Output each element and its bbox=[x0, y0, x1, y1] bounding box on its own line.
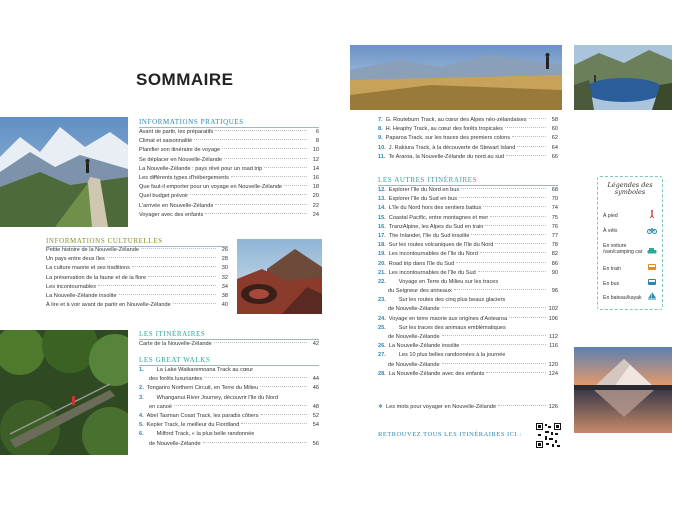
toc-entry-title: À lire et à voir avant de partir en Nouvelle-Zélande bbox=[46, 302, 171, 309]
toc-entry-page: 20 bbox=[312, 193, 319, 200]
toc-entry-page: 112 bbox=[549, 334, 558, 340]
toc-entry-page: 106 bbox=[548, 315, 558, 322]
toc-entry-number: 15. bbox=[378, 214, 386, 221]
toc-entry-title: L'île du Nord hors des sentiers battus bbox=[388, 205, 482, 212]
toc-entry-title: La Nouvelle-Zélande : pays rêvé pour un road trip bbox=[139, 165, 263, 172]
toc-entry[interactable] bbox=[378, 214, 558, 223]
toc-entry[interactable] bbox=[139, 137, 319, 146]
toc-entry[interactable] bbox=[378, 232, 558, 241]
toc-entry[interactable] bbox=[378, 370, 558, 379]
toc-entry-title: Se déplacer en Nouvelle-Zélande bbox=[139, 156, 223, 163]
toc-entry[interactable] bbox=[139, 403, 319, 412]
toc-entry[interactable] bbox=[139, 384, 319, 393]
train-icon bbox=[647, 263, 657, 271]
toc-entry-title: de Nouvelle-Zélande bbox=[388, 361, 440, 368]
speech-bubble-icon: ❖ bbox=[378, 404, 384, 410]
toc-entry[interactable] bbox=[378, 287, 558, 296]
toc-entry-title: Un pays entre deux îles bbox=[46, 256, 105, 263]
photo-forest-bridge bbox=[0, 330, 128, 455]
toc-entry-page: 120 bbox=[548, 361, 558, 368]
toc-entry-title: Whanganui River Journey, découvrir l'île du Nord bbox=[156, 394, 278, 401]
toc-entry-number: 21. bbox=[378, 269, 386, 276]
toc-entry-title: Climat et saisonnalité bbox=[139, 138, 193, 145]
toc-entry-page: 70 bbox=[551, 196, 558, 203]
toc-entry-number: 22. bbox=[378, 278, 386, 285]
toc-entry-page: 44 bbox=[312, 376, 319, 383]
toc-entry-number: 14. bbox=[378, 205, 386, 212]
toc-entry-page: 76 bbox=[551, 223, 558, 230]
legend-item-train: En train bbox=[603, 266, 621, 272]
toc-entry-title: Voyage en Terre du Milieu sur les traces bbox=[398, 278, 499, 285]
toc-entry-title: Explorer l'île du Sud en bus bbox=[388, 196, 458, 203]
toc-entry-page: 102 bbox=[548, 306, 558, 313]
toc-entry[interactable] bbox=[139, 165, 319, 174]
toc-entry-page: 56 bbox=[312, 440, 319, 447]
toc-entry-number: 26. bbox=[378, 343, 386, 350]
toc-entry-title: Petite histoire de la Nouvelle-Zélande bbox=[46, 247, 139, 253]
toc-entry[interactable] bbox=[378, 153, 558, 162]
toc-entry[interactable] bbox=[378, 223, 558, 232]
toc-entry-title: Les incontournables de l'île du Sud bbox=[388, 269, 476, 276]
toc-entry-title: La Nouvelle-Zélande insolite bbox=[388, 343, 460, 350]
toc-entry[interactable] bbox=[378, 278, 558, 287]
toc-entry-title: Kepler Track, le meilleur du Fiordland bbox=[146, 422, 240, 429]
toc-entry-number: 1. bbox=[139, 367, 144, 373]
toc-entry-title: de Nouvelle-Zélande bbox=[388, 334, 440, 340]
toc-entry-page: 24 bbox=[312, 211, 319, 218]
heading-great-walks: LES GREAT WALKS bbox=[139, 356, 211, 364]
toc-entry-page: 52 bbox=[312, 412, 319, 419]
toc-entry-page: 60 bbox=[551, 126, 558, 133]
photo-volcano bbox=[237, 239, 322, 314]
toc-entry[interactable] bbox=[378, 361, 558, 370]
toc-entry-page: 126 bbox=[548, 404, 558, 410]
toc-entry-page: 16 bbox=[312, 174, 319, 181]
toc-entry-number: 27. bbox=[378, 352, 386, 359]
toc-entry-title: de Nouvelle-Zélande bbox=[149, 440, 201, 447]
toc-entry[interactable] bbox=[139, 340, 319, 349]
toc-entry[interactable] bbox=[378, 269, 558, 278]
car-icon bbox=[647, 247, 657, 255]
toc-entry-page: 74 bbox=[551, 205, 558, 212]
sailboat-icon bbox=[647, 292, 657, 300]
toc-entry-page: 22 bbox=[312, 202, 319, 209]
legend-item-bus: En bus bbox=[603, 281, 620, 287]
toc-entry-title: Quel budget prévoir bbox=[139, 193, 189, 200]
toc-entry-title: L'arrivée en Nouvelle-Zélande bbox=[139, 202, 214, 209]
toc-entry-title: Voyage en terre maorie aux origines d'Aotearoa bbox=[388, 315, 508, 322]
photo-landscape-hiker bbox=[350, 45, 562, 110]
toc-entry[interactable] bbox=[378, 116, 558, 125]
toc-entry[interactable] bbox=[139, 211, 319, 220]
toc-entry-number: 25. bbox=[378, 324, 386, 331]
toc-entry[interactable] bbox=[378, 315, 558, 324]
toc-entry-page: 42 bbox=[312, 341, 319, 347]
toc-entry[interactable] bbox=[139, 412, 319, 421]
toc-entry[interactable] bbox=[139, 421, 319, 430]
toc-entry[interactable] bbox=[46, 264, 228, 273]
toc-entry[interactable] bbox=[378, 144, 558, 153]
toc-entry-page: 78 bbox=[551, 242, 558, 249]
toc-entry[interactable] bbox=[378, 125, 558, 134]
toc-entry-number: 3. bbox=[139, 394, 144, 401]
toc-entry-title: Paparoa Track, sur les traces des premiers colons bbox=[385, 135, 511, 142]
toc-entry-title: en canoë bbox=[149, 403, 173, 410]
toc-entry-page: 86 bbox=[551, 260, 558, 267]
page-title: SOMMAIRE bbox=[136, 70, 234, 89]
toc-entry-page: 77 bbox=[551, 232, 558, 239]
toc-entry-page: 6 bbox=[315, 129, 319, 135]
legend-item-bateau: En bateau/kayak bbox=[603, 295, 642, 301]
toc-entry-page: 26 bbox=[221, 247, 228, 253]
toc-entry-number: 7. bbox=[378, 117, 383, 123]
retrouvez-itineraires: RETROUVEZ TOUS LES ITINÉRAIRES ICI : bbox=[378, 431, 522, 438]
toc-entry[interactable] bbox=[139, 440, 319, 449]
toc-entry-title: Sur les routes volcaniques de l'île du Nord bbox=[388, 242, 494, 249]
toc-entry[interactable] bbox=[46, 301, 228, 310]
toc-entry-number: 4. bbox=[139, 412, 144, 419]
legend-item-pied: À pied bbox=[603, 213, 618, 219]
toc-entry-number: 11. bbox=[378, 153, 386, 160]
toc-entry-page: 48 bbox=[312, 403, 319, 410]
toc-list-itineraires bbox=[139, 340, 319, 349]
toc-entry-title: La Nouvelle-Zélande avec des enfants bbox=[388, 370, 485, 377]
toc-entry-title: Milford Track, « la plus belle randonnée bbox=[156, 431, 255, 438]
toc-entry-page: 90 bbox=[551, 269, 558, 276]
toc-entry-page: 18 bbox=[312, 184, 319, 191]
toc-entry-title: Les incontournables de l'île du Nord bbox=[388, 251, 478, 258]
toc-entry-page: 75 bbox=[551, 214, 558, 221]
toc-entry-number: 12. bbox=[378, 187, 386, 193]
toc-entry-page: 38 bbox=[221, 292, 228, 299]
toc-entry-title: G. Routeburn Track, au cœur des Alpes néo-zélandaises bbox=[385, 117, 527, 123]
toc-entry-title: Les mots pour voyager en Nouvelle-Zélande bbox=[386, 404, 497, 410]
toc-entry-title: La préservation de la faune et de la flore bbox=[46, 274, 147, 281]
toc-entry[interactable] bbox=[139, 192, 319, 201]
bicycle-icon bbox=[647, 226, 657, 234]
walker-icon bbox=[647, 210, 657, 218]
heading-itineraires: LES ITINÉRAIRES bbox=[139, 330, 206, 338]
toc-entry[interactable] bbox=[378, 296, 558, 305]
toc-entry[interactable] bbox=[46, 255, 228, 264]
toc-entry-title: Sur les routes des cinq plus beaux glaciers bbox=[398, 297, 506, 304]
toc-entry-page: 62 bbox=[551, 135, 558, 142]
toc-entry-page: 124 bbox=[548, 370, 558, 377]
qr-code[interactable] bbox=[535, 422, 562, 449]
toc-entry-title: Voyager avec des enfants bbox=[139, 211, 204, 218]
toc-entry-title: Les incontournables bbox=[46, 283, 97, 290]
toc-entry[interactable] bbox=[378, 195, 558, 204]
toc-entry-title: de Nouvelle-Zélande bbox=[388, 306, 440, 313]
toc-entry-number: 20. bbox=[378, 260, 386, 267]
toc-entry-title: The Inlander, l'île du Sud insolite bbox=[388, 232, 470, 239]
toc-entry[interactable] bbox=[139, 430, 319, 439]
toc-entry[interactable] bbox=[139, 183, 319, 192]
toc-entry-page: 10 bbox=[312, 147, 319, 154]
heading-infos-pratiques: INFORMATIONS PRATIQUES bbox=[139, 118, 244, 126]
toc-entry-number: 9. bbox=[378, 135, 383, 142]
toc-entry-page: 32 bbox=[221, 274, 228, 281]
toc-entry[interactable] bbox=[139, 375, 319, 384]
toc-list-infos-culturelles bbox=[46, 246, 228, 310]
toc-entry-page: 34 bbox=[221, 283, 228, 290]
toc-entry-title: Te Araroa, la Nouvelle-Zélande du nord au sud bbox=[388, 153, 505, 160]
photo-mountain-reflection bbox=[574, 347, 672, 433]
toc-entry[interactable] bbox=[46, 292, 228, 301]
toc-entry[interactable] bbox=[378, 351, 558, 360]
toc-entry-page: 8 bbox=[315, 138, 319, 145]
toc-entry-number: 8. bbox=[378, 126, 383, 133]
toc-entry[interactable] bbox=[46, 274, 228, 283]
toc-entry-title: Avant de partir, les préparatifs bbox=[139, 129, 214, 135]
toc-entry-number: 19. bbox=[378, 251, 386, 258]
toc-entry-title: La Nouvelle-Zélande insolite bbox=[46, 292, 117, 299]
toc-entry[interactable] bbox=[378, 324, 558, 333]
toc-entry[interactable] bbox=[139, 202, 319, 211]
toc-entry[interactable] bbox=[378, 134, 558, 143]
toc-entry-page: 82 bbox=[551, 251, 558, 258]
toc-entry-title: Road trip dans l'île du Sud bbox=[388, 260, 455, 267]
toc-entry-page: 46 bbox=[312, 385, 319, 392]
toc-entry-number: 23. bbox=[378, 297, 386, 304]
toc-entry[interactable] bbox=[139, 128, 319, 137]
toc-entry-title: Tongariro Northern Circuit, en Terre du Milieu bbox=[146, 385, 259, 392]
toc-entry-title: TranzAlpine, les Alpes du Sud en train bbox=[388, 223, 484, 230]
toc-list-great-walks-cont bbox=[378, 116, 558, 162]
toc-entry[interactable] bbox=[378, 305, 558, 314]
photo-lake-mountains bbox=[574, 45, 672, 110]
toc-entry-page: 58 bbox=[551, 117, 558, 123]
toc-entry-title: Sur les traces des animaux emblématiques bbox=[398, 324, 506, 331]
toc-entry-number: 18. bbox=[378, 242, 386, 249]
toc-entry[interactable] bbox=[378, 342, 558, 351]
toc-entry[interactable] bbox=[139, 394, 319, 403]
toc-entry-title: La Lake Waikaremoana Track au cœur bbox=[156, 367, 254, 373]
toc-entry-page: 14 bbox=[312, 165, 319, 172]
toc-entry-title: J. Rakiura Track, à la découverte de Stewart Island bbox=[388, 144, 516, 151]
toc-entry-title: La culture maorie et ses traditions bbox=[46, 265, 130, 272]
toc-entry-page: 30 bbox=[221, 265, 228, 272]
toc-list-infos-pratiques bbox=[139, 128, 319, 220]
toc-entry-title: Explorer l'île du Nord en bus bbox=[388, 187, 460, 193]
toc-entry-number: 2. bbox=[139, 385, 144, 392]
toc-list-autres-itineraires bbox=[378, 186, 558, 379]
toc-entry-title: du Seigneur des anneaux bbox=[388, 288, 452, 295]
legend-item-velo: À vélo bbox=[603, 228, 618, 234]
toc-entry-title: Que faut-il emporter pour un voyage en Nouvelle-Zélande bbox=[139, 184, 283, 191]
toc-entry[interactable] bbox=[139, 146, 319, 155]
toc-entry[interactable] bbox=[139, 174, 319, 183]
photo-mountain-hiker bbox=[0, 117, 128, 227]
toc-entry[interactable] bbox=[378, 403, 558, 412]
heading-infos-culturelles: INFORMATIONS CULTURELLES bbox=[46, 237, 163, 245]
toc-entry-page: 66 bbox=[551, 153, 558, 160]
toc-entry[interactable] bbox=[46, 246, 228, 255]
toc-entry-page: 12 bbox=[312, 156, 319, 163]
toc-entry[interactable] bbox=[378, 250, 558, 259]
toc-entry-page: 64 bbox=[551, 144, 558, 151]
toc-entry-title: Coastal Pacific, entre montagnes et mer bbox=[388, 214, 489, 221]
toc-entry-number: 13. bbox=[378, 196, 386, 203]
toc-entry[interactable] bbox=[139, 156, 319, 165]
toc-entry-title: H. Heaphy Track, au cœur des forêts tropicales bbox=[385, 126, 503, 133]
toc-entry-number: 10. bbox=[378, 144, 386, 151]
toc-item-mots bbox=[378, 403, 558, 412]
toc-entry-title: Carte de la Nouvelle-Zélande bbox=[139, 341, 212, 347]
toc-entry-page: 54 bbox=[312, 422, 319, 429]
toc-entry-number: 24. bbox=[378, 315, 386, 322]
toc-entry-title: des forêts luxuriantes bbox=[149, 376, 203, 383]
toc-entry[interactable] bbox=[378, 186, 558, 195]
toc-entry[interactable] bbox=[378, 260, 558, 269]
toc-entry[interactable] bbox=[46, 283, 228, 292]
toc-entry[interactable] bbox=[378, 241, 558, 250]
legend-title: Légendes des symboles bbox=[607, 181, 653, 196]
legend-box bbox=[597, 176, 663, 310]
toc-entry-page: 68 bbox=[551, 187, 558, 193]
toc-entry[interactable] bbox=[139, 366, 319, 375]
toc-entry-title: Planifier son itinéraire de voyage bbox=[139, 147, 221, 154]
toc-entry-title: Les 10 plus belles randonnées à la journée bbox=[398, 352, 506, 359]
toc-entry[interactable] bbox=[378, 204, 558, 213]
toc-entry-number: 17. bbox=[378, 232, 386, 239]
toc-entry-page: 40 bbox=[221, 302, 228, 309]
toc-entry-number: 28. bbox=[378, 370, 386, 377]
heading-autres-itineraires: LES AUTRES ITINÉRAIRES bbox=[378, 176, 478, 184]
toc-entry-page: 116 bbox=[549, 343, 558, 350]
toc-entry-title: Abel Tasman Coast Track, les paradis côtiers bbox=[146, 412, 259, 419]
toc-entry-number: 5. bbox=[139, 422, 144, 429]
toc-entry-page: 96 bbox=[551, 288, 558, 295]
toc-entry[interactable] bbox=[378, 333, 558, 342]
toc-list-great-walks bbox=[139, 366, 319, 449]
toc-entry-page: 28 bbox=[221, 256, 228, 263]
bus-icon bbox=[647, 278, 657, 286]
legend-item-voiture: En voiture /van/camping car bbox=[603, 243, 643, 255]
toc-entry-number: 16. bbox=[378, 223, 386, 230]
toc-entry-number: 6. bbox=[139, 431, 144, 438]
toc-entry-title: Les différents types d'hébergements bbox=[139, 174, 229, 181]
